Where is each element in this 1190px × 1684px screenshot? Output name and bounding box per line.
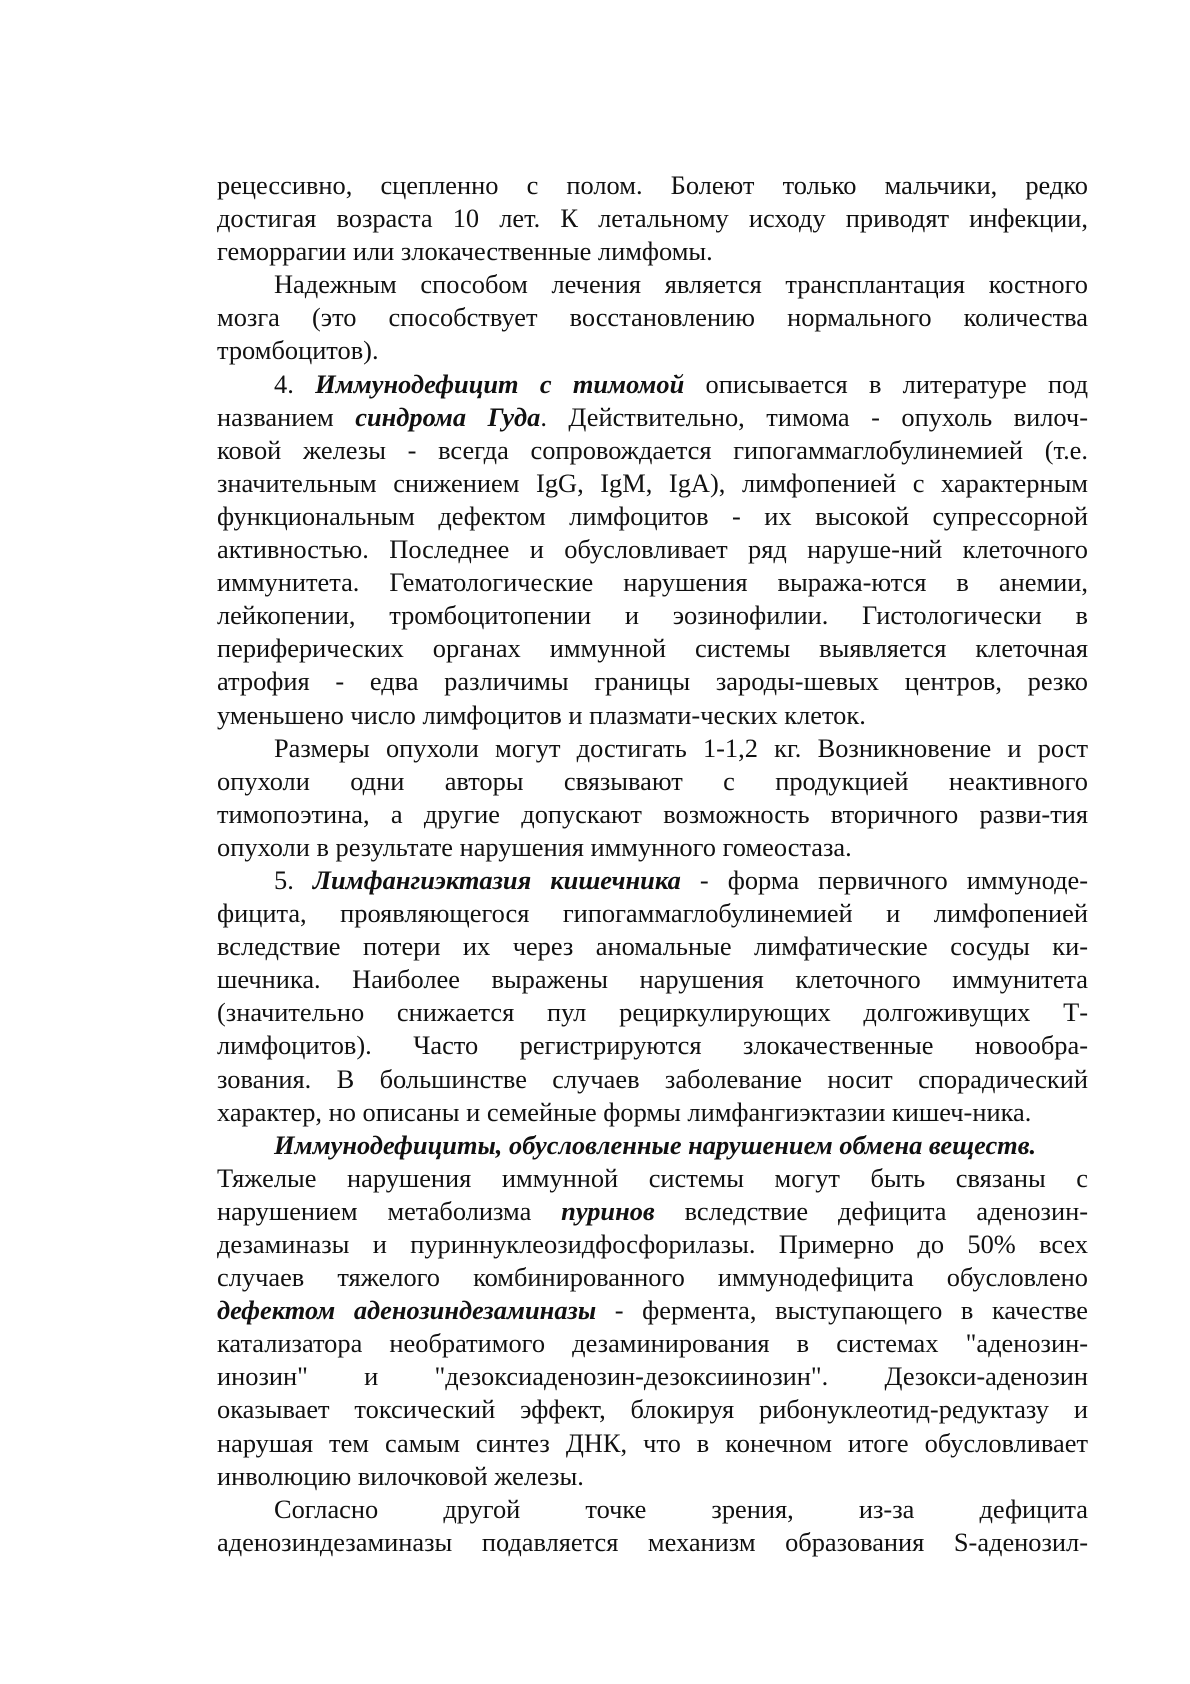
text-line [217,1162,1088,1195]
text-line [217,533,1088,566]
text-span: фицита, проявляющегося гипогаммаглобулинемией и лимфопенией [217,898,1088,929]
text-line [217,169,1088,202]
text-line [217,1195,1088,1228]
text-line [217,1393,1088,1426]
text-span: лейкопении, тромбоцитопении и эозинофилии. Гистологически в [217,600,1088,631]
text-span: рецессивно, сцепленно с полом. Болеют только мальчики, редко [217,170,1088,200]
text-line [217,665,1088,698]
text-span: (значительно снижается пул рециркулирующих долгоживущих Т- [217,997,1088,1028]
text-span: аденозиндезаминазы подавляется механизм образования S-аденозил- [217,1526,1088,1557]
text-span: Тяжелые нарушения иммунной системы могут быть связаны с [217,1162,1088,1193]
text-line [217,632,1088,665]
text-line [217,963,1088,996]
text-span: лимфоцитов). Часто регистрируются злокачественные новообра- [217,1030,1088,1061]
text-span: шечника. Наиболее выражены нарушения клеточного иммунитета [217,964,1088,995]
text-span: дезаминазы и пуриннуклеозидфосфорилазы. Примерно до 50% всех [217,1229,1088,1259]
text-span: уменьшено число лимфоцитов и плазмати-ческих клеток. [217,699,866,730]
text-line [217,566,1088,599]
text-span: атрофия - едва различимы границы зароды-шевых центров, резко [217,666,1088,697]
text-span: катализатора необратимого дезаминирования в системах "аденозин- [217,1328,1088,1359]
text-span: мозга (это способствует восстановлению нормального количества [217,302,1088,333]
text-line [217,1360,1088,1393]
text-line [217,1493,1088,1526]
text-span: нарушением метаболизма [217,1195,562,1226]
text-line [217,732,1088,765]
text-span: активностью. Последнее и обусловливает ряд наруше-ний клеточного [217,534,1088,565]
text-span: нарушая тем самым синтез ДНК, что в конечном итоге обусловливает [217,1427,1088,1458]
text-line [217,831,1088,864]
text-line [217,798,1088,831]
text-line [217,334,1088,367]
text-line [217,268,1088,301]
text-line [217,1029,1088,1062]
text-line [217,1063,1088,1096]
emphasized-term: дефектом аденозиндезаминазы [217,1295,597,1326]
text-line [217,434,1088,467]
text-line [217,930,1088,963]
text-span: Надежным способом лечения является трансплантация костного [274,269,1088,300]
text-line [217,699,1088,732]
text-span: случаев тяжелого комбинированного иммунодефицита обусловлено [217,1262,1088,1293]
text-span: Размеры опухоли могут достигать 1-1,2 кг. Возникновение и рост [274,732,1088,763]
text-line [217,500,1088,533]
text-span: 4. [274,368,316,399]
text-line [217,864,1088,897]
text-span: названием [217,401,356,432]
text-span: Согласно другой точке зрения, из-за дефицита [274,1493,1088,1524]
text-span: инволюцию вилочковой железы. [217,1460,584,1491]
text-span: . Действительно, тимома - опухоль вилоч- [540,401,1088,432]
text-span: - форма первичного иммуноде- [680,864,1089,895]
text-line [217,1129,1088,1162]
text-span: оказывает токсический эффект, блокируя рибонуклеотид-редуктазу и [217,1394,1088,1425]
emphasized-term: пуринов [561,1195,655,1226]
text-span: тромбоцитов). [217,335,379,366]
text-line [217,1294,1088,1327]
text-span: вследствие дефицита аденозин- [654,1195,1088,1226]
text-line [217,202,1088,235]
text-line [217,467,1088,500]
text-span: значительным снижением IgG, IgM, IgA), лимфопенией с характерным [217,467,1088,498]
text-span: характер, но описаны и семейные формы лимфангиэктазии кишеч-ника. [217,1096,1032,1127]
emphasized-term: Лимфангиэктазия кишечника [312,864,681,895]
text-line [217,765,1088,798]
text-line [217,1228,1088,1261]
text-span: 5. [274,864,313,895]
text-line [217,235,1088,268]
text-line [217,1327,1088,1360]
text-line [217,301,1088,334]
text-line [217,401,1088,434]
text-span: функциональным дефектом лимфоцитов - их высокой супрессорной [217,500,1088,531]
text-line [217,599,1088,632]
emphasized-term: Иммунодефициты, обусловленные нарушением обмена веществ. [274,1129,1037,1160]
text-line [217,996,1088,1029]
text-span: периферических органах иммунной системы выявляется клеточная [217,633,1088,664]
text-line [217,897,1088,930]
text-span: достигая возраста 10 лет. К летальному исходу приводят инфекции, [217,203,1088,234]
emphasized-term: синдрома Гуда [355,401,541,432]
text-span: - фермента, выступающего в качестве [596,1295,1088,1326]
text-span: геморрагии или злокачественные лимфомы. [217,236,713,267]
text-span: опухоли одни авторы связывают с продукцией неактивного [217,765,1088,796]
text-span: зования. В большинстве случаев заболевание носит спорадический [217,1063,1088,1094]
document-page [217,169,1088,1559]
text-span: описывается в литературе под [684,368,1088,399]
text-span: иммунитета. Гематологические нарушения выража-ются в анемии, [217,567,1088,598]
text-line [217,1427,1088,1460]
text-span: вследствие потери их через аномальные лимфатические сосуды ки- [217,931,1088,962]
text-line [217,1460,1088,1493]
emphasized-term: Иммунодефицит с тимомой [315,368,685,399]
text-line [217,1526,1088,1559]
text-span: инозин" и "дезоксиаденозин-дезоксиинозин". Дезокси-аденозин [217,1361,1088,1392]
text-line [217,1096,1088,1129]
text-span: тимопоэтина, а другие допускают возможность вторичного разви-тия [217,798,1088,829]
text-line [217,368,1088,401]
text-line [217,1261,1088,1294]
text-span: опухоли в результате нарушения иммунного гомеостаза. [217,831,852,862]
text-span: ковой железы - всегда сопровождается гипогаммаглобулинемией (т.е. [217,434,1088,465]
